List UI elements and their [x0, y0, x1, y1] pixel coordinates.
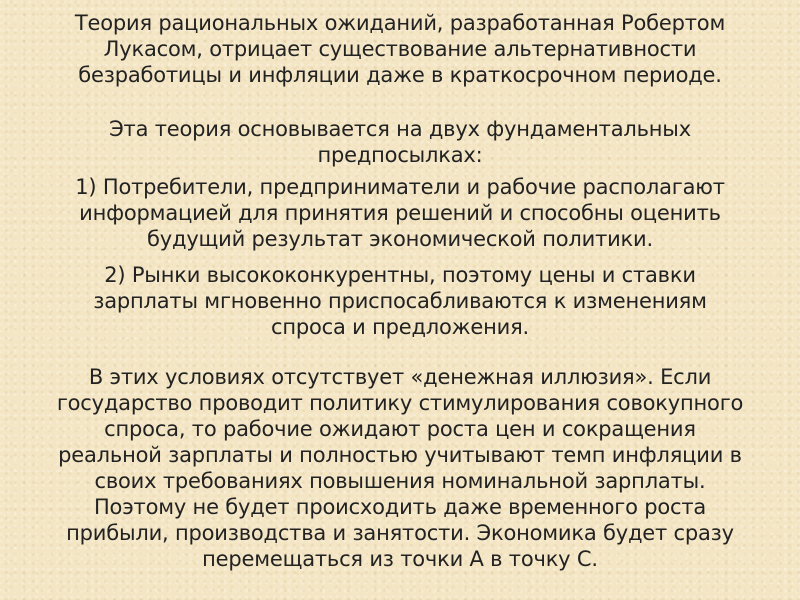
premise-2-paragraph: 2) Рынки высококонкурентны, поэтому цены и ставки зарплаты мгновенно приспосабливаются к изменениям спроса и предложения. — [93, 263, 707, 339]
intro-paragraph: Теория рациональных ожиданий, разработанная Робертом Лукасом, отрицает существование альтернативности безработицы и инфляции даже в краткосрочном периоде. — [74, 11, 726, 87]
premises-heading: Эта теория основывается на двух фундаментальных предпосылках: — [109, 117, 691, 167]
premise-1-paragraph: 1) Потребители, предприниматели и рабочие располагают информацией для принятия решений и способны оценить будущий результат экономической политики. — [75, 175, 725, 251]
conclusion-paragraph: В этих условиях отсутствует «денежная иллюзия». Если государство проводит политику стимулирования совокупного спроса, то рабочие ожидают роста цен и сокращения реальной зарплаты и полностью учитывают темп инфляции в своих требованиях повышения номинальной зарплаты. Поэтому не будет происходить даже временного роста прибыли, производства и занятости. Экономика будет сразу перемещаться из точки А в точку С. — [56, 365, 744, 571]
